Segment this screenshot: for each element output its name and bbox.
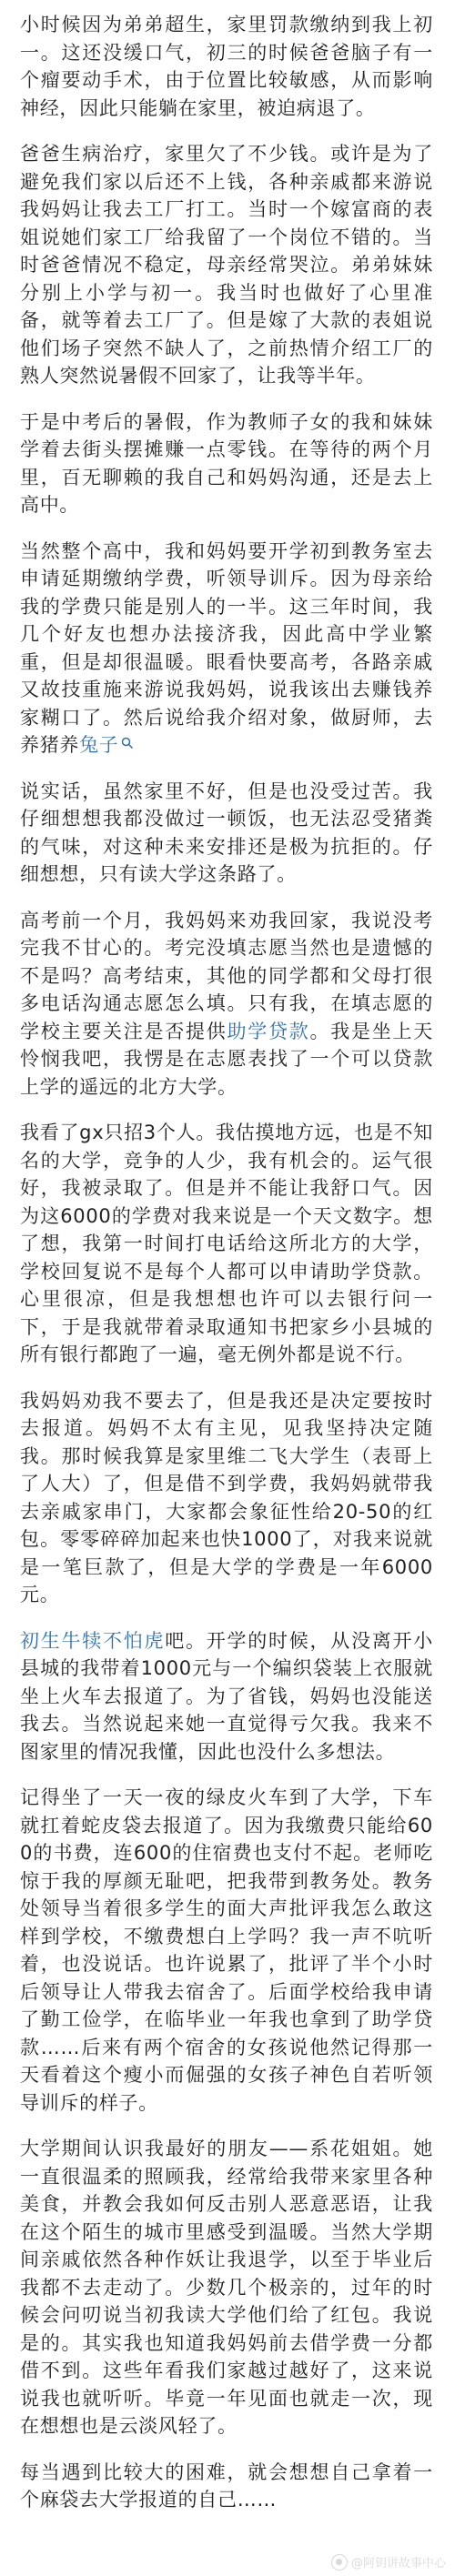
paragraph-text: 吧。开学的时候，从没离开小县城的我带着1000元与一个编织袋装上衣服就坐上火车去报道了。为了省钱，妈妈也没能送我去。当然说起来她一直觉得亏欠我。我来不图家里的情况我懂，因此也没什么多想法。 (20, 1629, 433, 1763)
paragraph-text: 记得坐了一天一夜的绿皮火车到了大学，下车就扛着蛇皮袋去报道了。因为我缴费只能给600的书费，连600的住宿费也支付不起。老师吃惊于我的厚颜无耻吧，把我带到教务处。教务处领导当着很多学生的面大声批评我怎么敢这样到学校，不缴费想白上学吗？我一声不吭听着，也没说话。也许说累了，批评了半个小时后领导让人带我去宿舍了。后面学校给我申请了勤工俭学，在临毕业一年我也拿到了助学贷款……后来有两个宿舍的女孩说他然记得那一天看着这个瘦小而倔强的女孩子神色自若听领导训斥的样子。 (20, 1786, 433, 2114)
paragraph-11 (20, 2135, 433, 2440)
paragraph-text: 说实话，虽然家里不好，但是也没受过苦。我仔细想想我都没做过一顿饭，也无法忍受猪粪的气味，对这种未来安排还是极为抗拒的。仔细想想，只有读大学这条路了。 (20, 780, 433, 885)
paragraph-5 (20, 778, 433, 889)
paragraph-text: 小时候因为弟弟超生，家里罚款缴纳到我上初一。这还没缓口气，初三的时候爸爸脑子有一个瘤要动手术，由于位置比较敏感，从而影响神经，因此只能躺在家里，被迫病退了。 (20, 14, 433, 119)
paragraph-text: 于是中考后的暑假，作为教师子女的我和妹妹学着去街头摆摊赚一点零钱。在等待的两个月里，百无聊赖的我自己和妈妈沟通，还是去上高中。 (20, 410, 433, 516)
paragraph-text: 爸爸生病治疗，家里欠了不少钱。或许是为了避免我们家以后还不上钱，各种亲戚都来游说我妈妈让我去工厂打工。当时一个嫁富商的表姐说她们家工厂给我留了一个岗位不错的。当时爸爸情况不稳定，母亲经常哭泣。弟弟妹妹分别上小学与初一。我当时也做好了心里准备，就等着去工厂了。但是嫁了大款的表姐说他们场子突然不缺人了，之前热情介绍工厂的熟人突然说暑假不回家了，让我等半年。 (20, 143, 433, 387)
paragraph-text: 高考前一个月，我妈妈来劝我回家，我说没考完我不甘心的。考完没填志愿当然也是遗憾的不是吗？高考结束，其他的同学都和父母打很多电话沟通志愿怎么填。只有我，在填志愿的学校主要关注是否提供 (20, 909, 433, 1042)
watermark (331, 2553, 446, 2571)
paragraph-text: 每当遇到比较大的困难，就会想想自己拿着一个麻袋去大学报道的自己…… (20, 2460, 433, 2511)
paragraph-7 (20, 1119, 433, 1369)
paragraph-text: 。我是坐上天怜悯我吧，我愣是在志愿表找了一个可以贷款上学的遥远的北方大学。 (20, 1020, 434, 1098)
paragraph-text: 我妈妈劝我不要去了，但是我还是决定要按时去报道。妈妈不太有主见，见我坚持决定随我。那时候我算是家里维二飞大学生（表哥上了人大）了，但是借不到学费，我妈妈就带我去亲戚家串门，大家都会象征性给20-50的红包。零零碎碎加起来也快1000了，对我来说就是一笔巨款了，但是大学的学费是一年6000元。 (20, 1389, 433, 1605)
paragraph-4 (20, 538, 433, 760)
paragraph-8 (20, 1387, 433, 1609)
paragraph-text: 当然整个高中，我和妈妈要开学初到教务室去申请延期缴纳学费，听领导训斥。因为母亲给我的学费只能是别人的一半。这三年时间，我几个好友也想办法接济我，因此高中学业繁重，但是却很温暖。眼看快要高考，各路亲戚又故技重施来游说我妈妈，说我该出去赚钱养家糊口了。然后说给我介绍对象，做厨师，去养猪养 (20, 539, 433, 756)
paragraph-12 (20, 2459, 433, 2514)
student-loan-link[interactable]: 助学贷款 (227, 1020, 310, 1042)
paragraph-text: 我看了gx只招3个人。我估摸地方远，也是不知名的大学，竞争的人少，我有机会的。运气很好，我被录取了。但是并不能让我舒口气。因为这6000的学费对我来说是一个天文数字。想了想，我第一时间打电话给这所北方的大学，学校回复说不是每个人都可以申请助学贷款。心里很凉，但是我想想也许可以去银行问一下，于是我就带着录取通知书把家乡小县城的所有银行都跑了一遍，毫无例外都是说不行。 (20, 1122, 433, 1365)
paragraph-2 (20, 140, 433, 390)
logo-circle-icon (331, 2554, 348, 2571)
watermark-text: @阿钥讲故事中心 (350, 2557, 446, 2571)
paragraph-6 (20, 907, 433, 1102)
paragraph-text: 大学期间认识我最好的朋友——系花姐姐。她一直很温柔的照顾我，经常给我带来家里各种美食，并教会我如何反击别人恶意恶语，让我在这个陌生的城市里感受到温暖。当然大学期间亲戚依然各种作妖让我退学，以至于毕业后我都不去走动了。少数几个极亲的，过年的时候会问叨说当初我读大学他们给了红包。我说是的。其实我也知道我妈妈前去借学费一分都借不到。这些年看我们家越过越好了，这来说说我也就听听。毕竟一年见面也就走一次，现在想想也是云淡风轻了。 (20, 2138, 433, 2437)
paragraph-3 (20, 408, 433, 519)
paragraph-10 (20, 1784, 433, 2117)
paragraph-9 (20, 1627, 433, 1766)
paragraph-1 (20, 11, 433, 122)
idiom-link[interactable]: 初生牛犊不怕虎 (20, 1629, 166, 1652)
rabbit-link[interactable]: 兔子 (79, 734, 119, 756)
search-link-icon[interactable] (121, 737, 134, 750)
